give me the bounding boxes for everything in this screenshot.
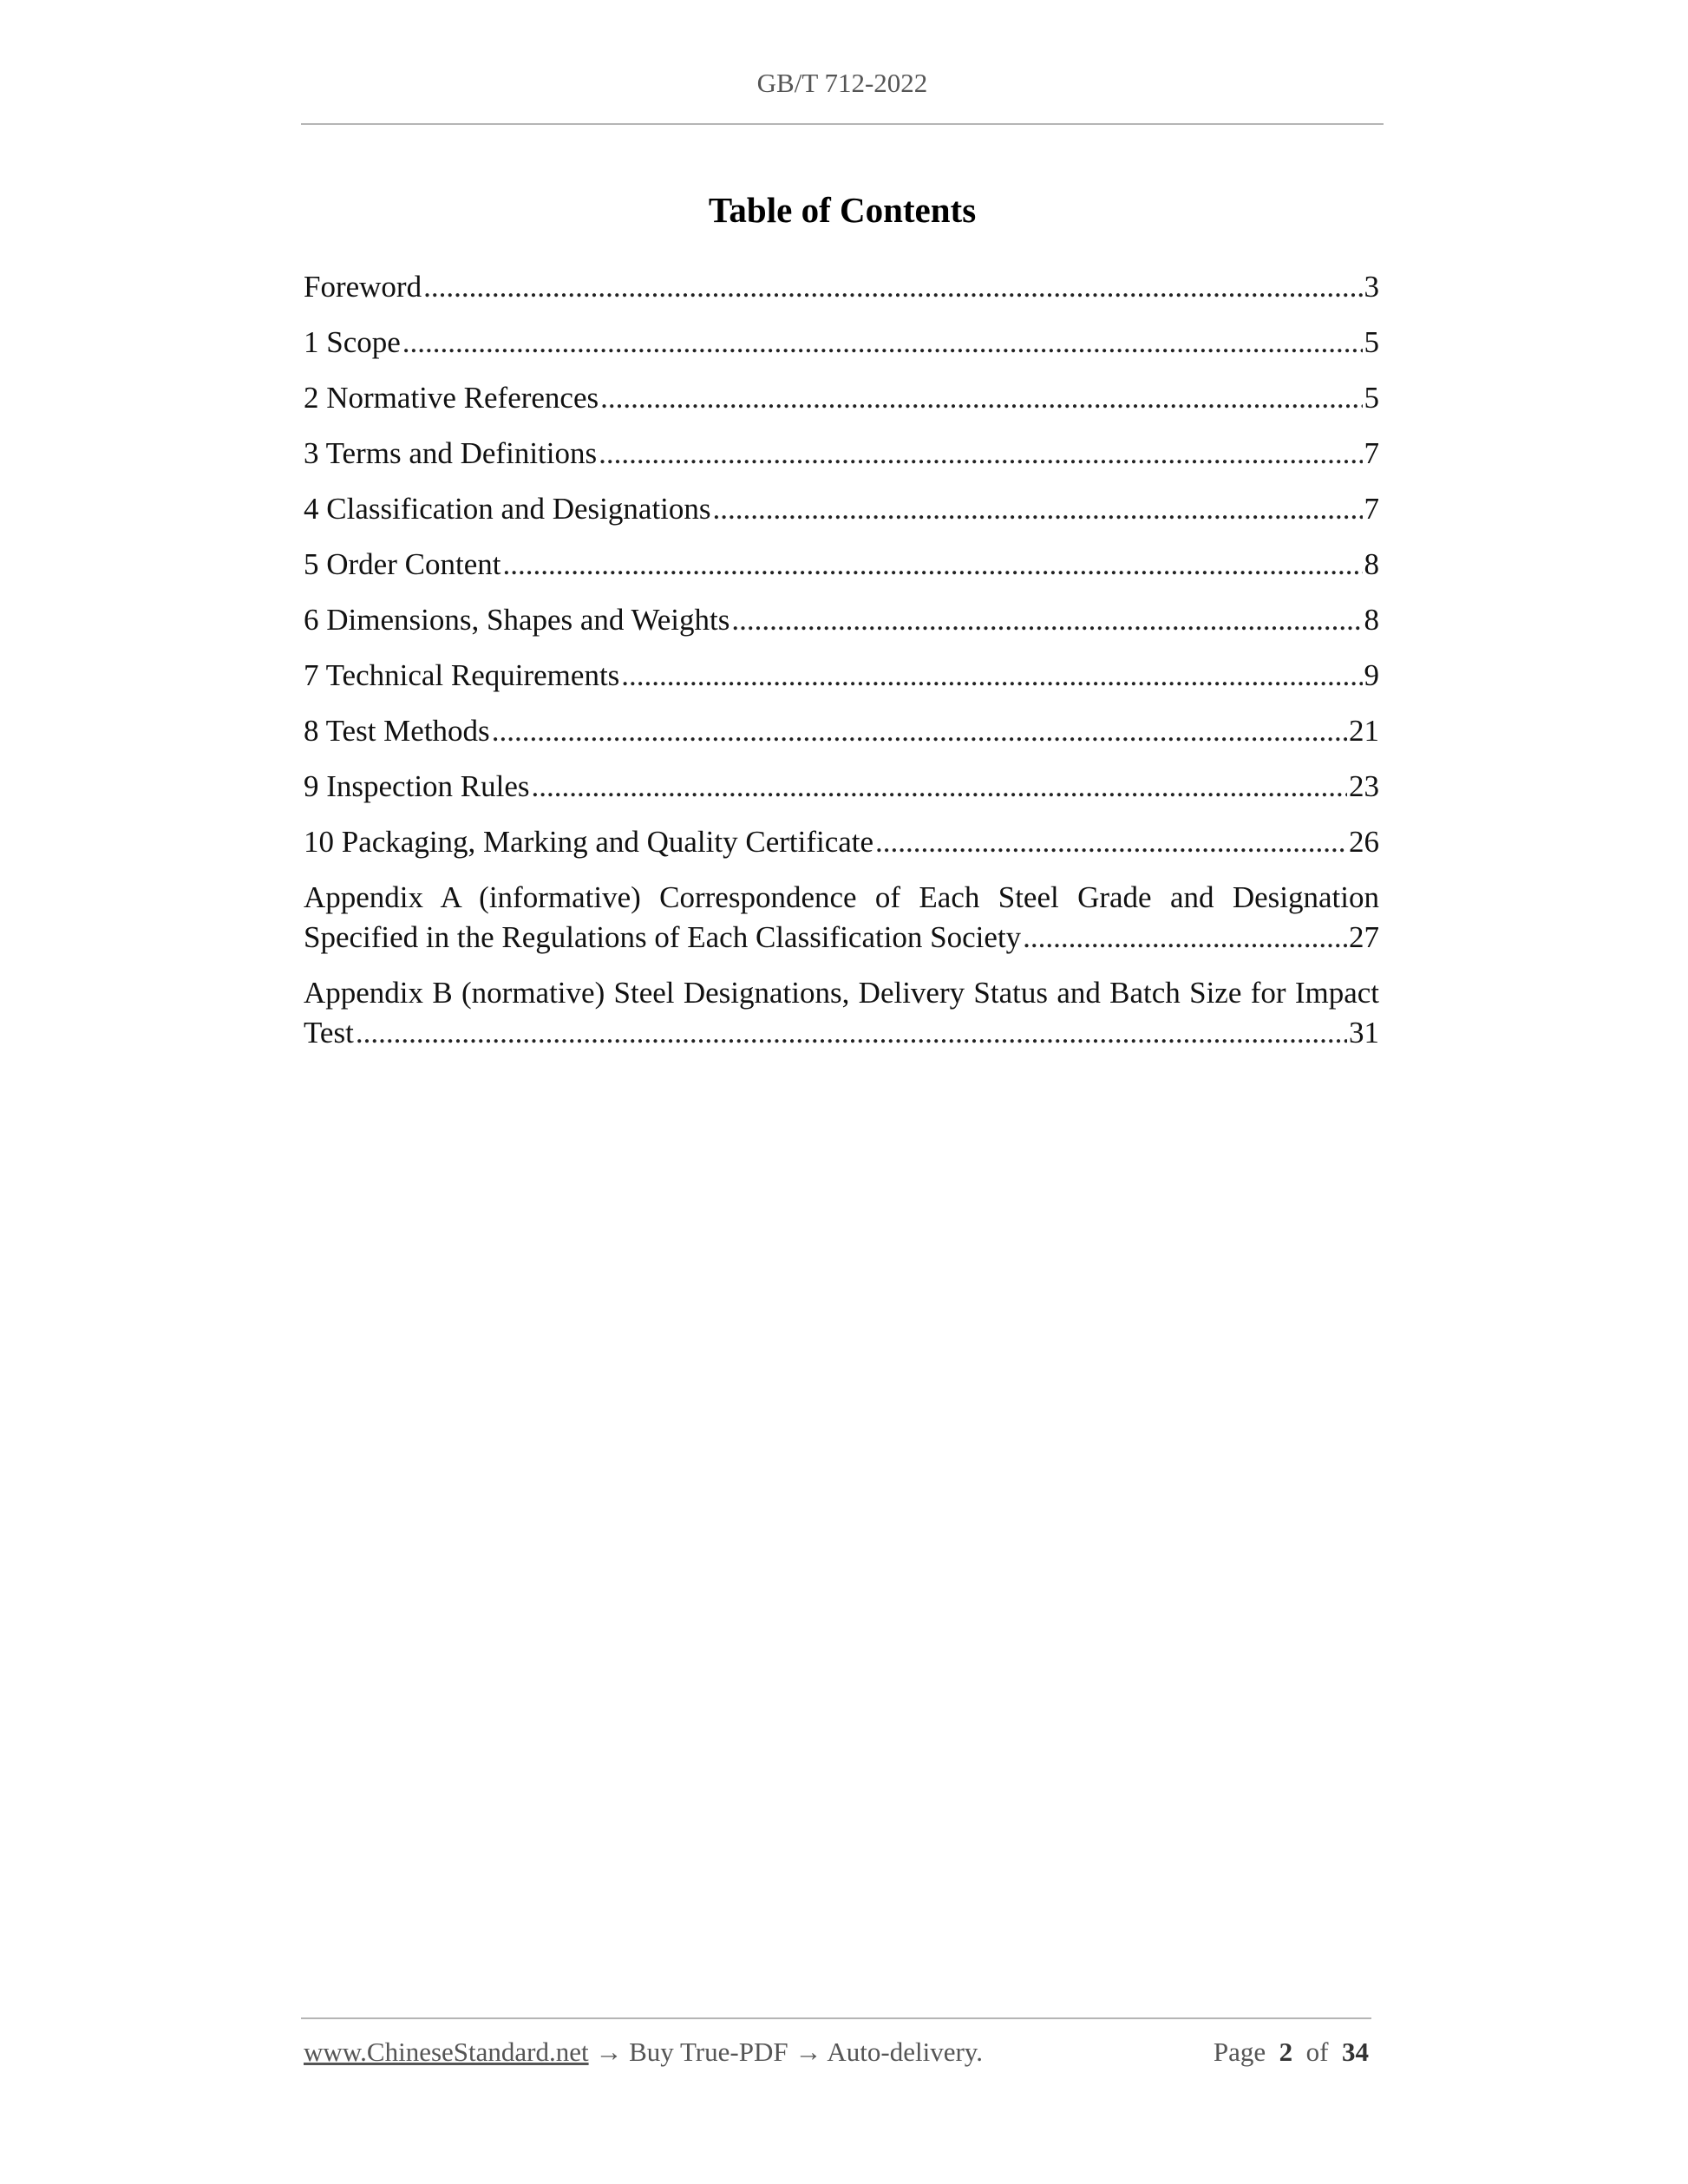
toc-entry[interactable] — [304, 822, 1379, 862]
toc-entry-label: 6 Dimensions, Shapes and Weights — [304, 603, 730, 637]
toc-entry-page: 8 — [1364, 603, 1379, 637]
toc-leader-dots — [875, 822, 1347, 862]
toc-leader-dots — [1023, 918, 1347, 958]
toc-entry-appendix-a[interactable] — [304, 878, 1379, 958]
toc-entry-page: 26 — [1349, 825, 1379, 859]
of-word: of — [1305, 2037, 1329, 2067]
toc-leader-dots — [599, 434, 1362, 474]
toc-entry-label-line1: Appendix B (normative) Steel Designations, Delivery Status and Batch Size for Impact — [304, 976, 1379, 1010]
toc-entry-page: 9 — [1364, 658, 1379, 692]
toc-entry-label-line2: Test — [304, 1016, 354, 1049]
toc-leader-dots — [423, 267, 1362, 307]
toc-entry-label-line1: Appendix A (informative) Correspondence of Each Steel Grade and Designation — [304, 880, 1379, 914]
toc-entry-page: 7 — [1364, 492, 1379, 526]
table-of-contents — [304, 267, 1379, 1069]
website-link[interactable]: www.ChineseStandard.net — [304, 2037, 589, 2067]
current-page: 2 — [1279, 2037, 1293, 2067]
toc-leader-dots — [492, 711, 1347, 751]
toc-entry[interactable] — [304, 323, 1379, 363]
toc-entry[interactable] — [304, 767, 1379, 807]
toc-entry-page: 23 — [1349, 769, 1379, 803]
toc-entry[interactable] — [304, 434, 1379, 474]
toc-entry[interactable] — [304, 656, 1379, 696]
toc-entry-label: 2 Normative References — [304, 381, 599, 415]
toc-leader-dots — [502, 545, 1362, 585]
toc-leader-dots — [621, 656, 1362, 696]
page-word: Page — [1213, 2037, 1266, 2067]
page-title: Table of Contents — [708, 190, 977, 230]
toc-entry[interactable] — [304, 711, 1379, 751]
toc-entry-page: 7 — [1364, 436, 1379, 470]
header-divider — [301, 123, 1384, 125]
footer-divider — [301, 2017, 1371, 2019]
toc-entry-label-line2: Specified in the Regulations of Each Classification Society — [304, 920, 1022, 954]
toc-entry-label: 3 Terms and Definitions — [304, 436, 598, 470]
toc-entry[interactable] — [304, 267, 1379, 307]
page-number — [1214, 2037, 1369, 2068]
toc-entry-label: 4 Classification and Designations — [304, 492, 711, 526]
footer-promo — [304, 2037, 983, 2068]
toc-entry[interactable] — [304, 600, 1379, 640]
toc-entry-label: 8 Test Methods — [304, 714, 490, 748]
toc-entry-page: 5 — [1364, 325, 1379, 359]
toc-entry-page: 27 — [1349, 920, 1379, 954]
toc-leader-dots — [356, 1013, 1347, 1053]
page-footer — [304, 2037, 1369, 2068]
toc-entry-page: 5 — [1364, 381, 1379, 415]
toc-entry-page: 8 — [1364, 547, 1379, 581]
toc-leader-dots — [600, 378, 1362, 418]
delivery-text: Auto-delivery. — [827, 2037, 984, 2067]
toc-entry[interactable] — [304, 489, 1379, 529]
toc-entry-label: 7 Technical Requirements — [304, 658, 620, 692]
toc-entry-appendix-b[interactable] — [304, 973, 1379, 1053]
total-pages: 34 — [1342, 2037, 1369, 2067]
toc-entry-label: 9 Inspection Rules — [304, 769, 530, 803]
running-header: GB/T 712-2022 — [756, 68, 928, 98]
toc-entry-label: 5 Order Content — [304, 547, 501, 581]
toc-leader-dots — [731, 600, 1362, 640]
toc-entry-label: 10 Packaging, Marking and Quality Certificate — [304, 825, 874, 859]
toc-entry[interactable] — [304, 545, 1379, 585]
toc-leader-dots — [713, 489, 1363, 529]
toc-leader-dots — [402, 323, 1363, 363]
toc-entry-label: Foreword — [304, 270, 422, 304]
toc-entry[interactable] — [304, 378, 1379, 418]
toc-entry-page: 21 — [1349, 714, 1379, 748]
toc-entry-label: 1 Scope — [304, 325, 401, 359]
arrow-right-icon: → — [595, 2037, 623, 2067]
arrow-right-icon: → — [795, 2037, 822, 2067]
toc-leader-dots — [532, 767, 1347, 807]
toc-entry-page: 3 — [1364, 270, 1379, 304]
buy-text: Buy True-PDF — [629, 2037, 788, 2067]
toc-entry-page: 31 — [1349, 1016, 1379, 1049]
